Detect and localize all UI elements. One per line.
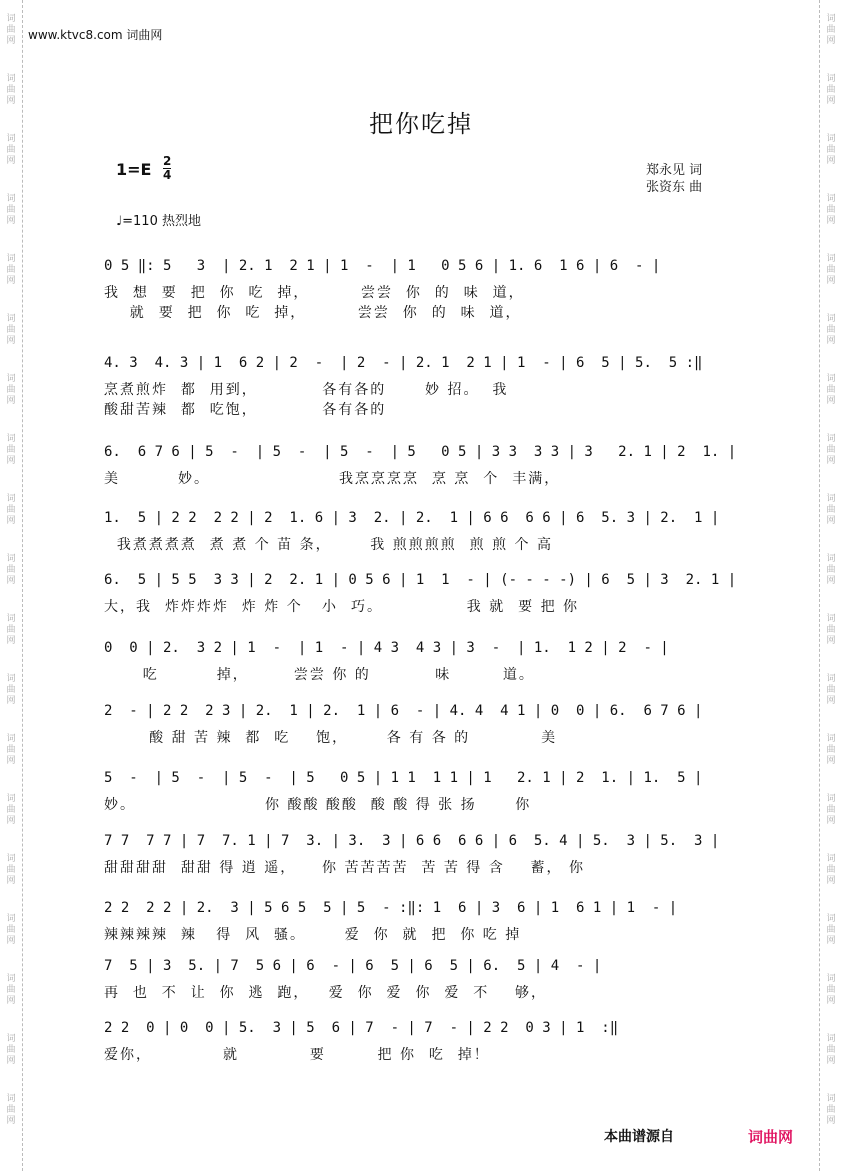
watermark-text: 词 曲 网 [826,14,836,46]
watermark-text: 词 曲 网 [826,974,836,1006]
watermark-text: 词 曲 网 [826,734,836,766]
notation-line: 0 5 ‖: 5 3 | 2. 1 2 1 | 1 - | 1 0 5 6 | 1. 6 1 6 | 6 - | [104,258,661,274]
watermark-text: 词 曲 网 [826,374,836,406]
watermark-text: 词 曲 网 [6,974,16,1006]
watermark-text: 词 曲 网 [6,254,16,286]
composer: 张资东 曲 [646,180,703,195]
lyric-line: 我 想 要 把 你 吃 掉， 尝尝 你 的 味 道， [104,285,525,301]
watermark-text: 词 曲 网 [6,374,16,406]
watermark-text: 词 曲 网 [826,614,836,646]
lyric-line: 妙。 你 酸酸 酸酸 酸 酸 得 张 扬 你 [104,797,532,813]
lyric-line: 大，我 炸炸炸炸 炸 炸 个 小 巧。 我 就 要 把 你 [104,599,580,615]
watermark-text: 词 曲 网 [826,194,836,226]
lyric-line: 我煮煮煮煮 煮 煮 个 苗 条， 我 煎煎煎煎 煎 煎 个 高 [104,537,554,553]
notation-line: 6. 6 7 6 | 5 - | 5 - | 5 - | 5 0 5 | 3 3 3 3 | 3 2. 1 | 2 1. | [104,444,737,460]
watermark-text: 词 曲 网 [6,194,16,226]
watermark-text: 词 曲 网 [826,434,836,466]
watermark-text: 词 曲 网 [826,554,836,586]
watermark-text: 词 曲 网 [6,854,16,886]
watermark-text: 词 曲 网 [6,134,16,166]
lyric-line: 吃 掉， 尝尝 你 的 味 道。 [104,667,535,683]
watermark-text: 词 曲 网 [826,794,836,826]
lyric-line: 酸 甜 苦 辣 都 吃 饱， 各 有 各 的 美 [104,730,558,746]
left-watermark-strip [0,0,23,1171]
notation-line: 2 2 0 | 0 0 | 5. 3 | 5 6 | 7 - | 7 - | 2 2 0 3 | 1 :‖ [104,1020,619,1036]
watermark-text: 词 曲 网 [6,914,16,946]
lyric-line: 爱你， 就 要 把 你 吃 掉！ [104,1047,490,1063]
watermark-text: 词 曲 网 [6,614,16,646]
lyric-line: 就 要 把 你 吃 掉， 尝尝 你 的 味 道， [104,305,522,321]
notation-line: 7 5 | 3 5. | 7 5 6 | 6 - | 6 5 | 6 5 | 6. 5 | 4 - | [104,958,602,974]
lyric-line: 酸甜苦辣 都 吃饱， 各有各的 [104,402,387,418]
watermark-text: 词 曲 网 [6,314,16,346]
lyricist: 郑永见 词 [646,163,703,178]
watermark-text: 词 曲 网 [6,1094,16,1126]
watermark-text: 词 曲 网 [6,734,16,766]
notation-line: 6. 5 | 5 5 3 3 | 2 2. 1 | 0 5 6 | 1 1 - | (- - - -) | 6 5 | 3 2. 1 | [104,572,737,588]
footer-label: 本曲谱源自 [604,1129,674,1145]
watermark-text: 词 曲 网 [826,494,836,526]
lyric-line: 烹煮煎炸 都 用到， 各有各的 妙 招。 我 [104,382,509,398]
tempo-marking: ♩=110 热烈地 [116,214,201,229]
lyric-line: 美 妙。 我烹烹烹烹 烹 烹 个 丰满， [104,471,561,487]
notation-line: 1. 5 | 2 2 2 2 | 2 1. 6 | 3 2. | 2. 1 | 6 6 6 6 | 6 5. 3 | 2. 1 | [104,510,720,526]
credits [646,162,702,196]
lyric-line: 辣辣辣辣 辣 得 风 骚。 爱 你 就 把 你 吃 掉 [104,927,522,943]
key-signature: 1=E [116,160,152,179]
watermark-text: 词 曲 网 [826,854,836,886]
watermark-text: 词 曲 网 [826,74,836,106]
watermark-text: 词 曲 网 [826,1034,836,1066]
notation-line: 7 7 7 7 | 7 7. 1 | 7 3. | 3. 3 | 6 6 6 6 | 6 5. 4 | 5. 3 | 5. 3 | [104,833,720,849]
time-top: 2 [163,154,172,168]
notation-line: 2 - | 2 2 2 3 | 2. 1 | 2. 1 | 6 - | 4. 4 4 1 | 0 0 | 6. 6 7 6 | [104,703,703,719]
site-url[interactable]: www.ktvc8.com 词曲网 [28,28,163,42]
footer-brand[interactable]: 词曲网 [748,1128,794,1146]
watermark-text: 词 曲 网 [6,674,16,706]
notation-line: 0 0 | 2. 3 2 | 1 - | 1 - | 4 3 4 3 | 3 - | 1. 1 2 | 2 - | [104,640,669,656]
watermark-text: 词 曲 网 [826,1094,836,1126]
watermark-text: 词 曲 网 [6,434,16,466]
watermark-text: 词 曲 网 [826,914,836,946]
watermark-text: 词 曲 网 [6,494,16,526]
lyric-line: 甜甜甜甜 甜甜 得 逍 遥， 你 苦苦苦苦 苦 苦 得 含 蓄， 你 [104,860,586,876]
right-watermark-strip [819,0,842,1171]
watermark-text: 词 曲 网 [6,1034,16,1066]
notation-line: 4. 3 4. 3 | 1 6 2 | 2 - | 2 - | 2. 1 2 1 | 1 - | 6 5 | 5. 5 :‖ [104,355,703,371]
notation-line: 2 2 2 2 | 2. 3 | 5 6 5 5 | 5 - :‖: 1 6 | 3 6 | 1 6 1 | 1 - | [104,900,678,916]
watermark-text: 词 曲 网 [6,74,16,106]
lyric-line: 再 也 不 让 你 逃 跑， 爱 你 爱 你 爱 不 够， [104,985,548,1001]
watermark-text: 词 曲 网 [6,794,16,826]
notation-line: 5 - | 5 - | 5 - | 5 0 5 | 1 1 1 1 | 1 2. 1 | 2 1. | 1. 5 | [104,770,703,786]
watermark-text: 词 曲 网 [826,134,836,166]
time-signature [163,155,171,182]
watermark-text: 词 曲 网 [6,14,16,46]
watermark-text: 词 曲 网 [826,674,836,706]
watermark-text: 词 曲 网 [6,554,16,586]
song-title: 把你吃掉 [369,110,473,138]
time-bottom: 4 [163,168,172,182]
watermark-text: 词 曲 网 [826,314,836,346]
watermark-text: 词 曲 网 [826,254,836,286]
